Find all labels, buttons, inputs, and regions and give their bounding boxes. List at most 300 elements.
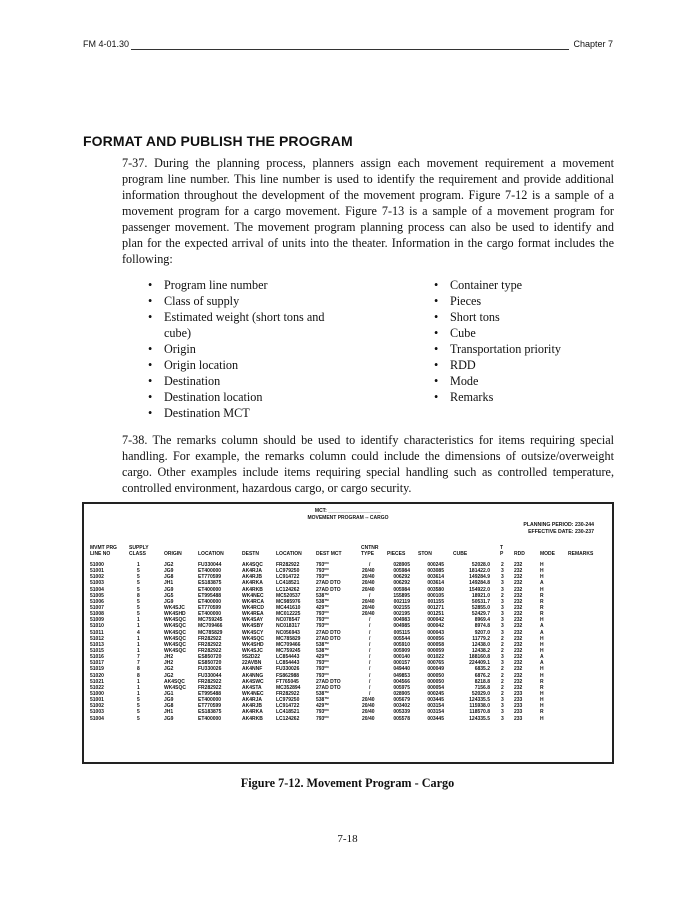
- cell-pieces: 049853: [393, 672, 410, 679]
- cell-tp: 3: [501, 586, 504, 593]
- cell-dloc: LC124262: [276, 715, 300, 722]
- cell-line: 51011: [90, 629, 104, 636]
- cell-dmct: $793^{RO}$: [316, 610, 329, 618]
- cell-tp: 3: [501, 709, 504, 716]
- cell-line: 51007: [90, 604, 104, 611]
- cell-mode: A: [540, 660, 544, 667]
- cell-cntnr: 20/40: [362, 715, 375, 722]
- cell-cube: 181422.0: [469, 568, 490, 575]
- cell-cls: 1: [137, 562, 140, 568]
- cell-destn: WK4NEC: [242, 690, 264, 697]
- cell-origin: JG8: [164, 574, 174, 581]
- cell-dloc: MC759245: [276, 647, 301, 654]
- cell-cube: 149284.8: [469, 580, 490, 587]
- cell-rdd: 232: [514, 617, 523, 624]
- cell-line: 51003: [90, 709, 104, 716]
- cell-pieces: 002195: [393, 611, 410, 618]
- cell-origin: WK4SJC: [164, 604, 185, 611]
- cell-ston: 000245: [427, 690, 444, 697]
- cell-ston: 003580: [427, 586, 444, 593]
- cell-mode: R: [540, 684, 544, 691]
- cell-ston: 000054: [427, 684, 444, 691]
- cell-line: 51004: [90, 715, 104, 722]
- cell-cls: 5: [137, 574, 140, 581]
- cell-destn: 9S2D22: [242, 654, 261, 661]
- cell-dmct: 27AD DTO: [316, 580, 341, 587]
- cell-dmct: 429™: [316, 653, 329, 661]
- cell-origin: JH2: [164, 660, 174, 667]
- cell-tp: 2: [501, 562, 504, 568]
- cell-ston: 000049: [427, 666, 444, 673]
- cell-cube: 115938.0: [469, 703, 490, 710]
- cell-rdd: 232: [514, 562, 523, 568]
- cell-cntnr: /: [369, 660, 371, 667]
- cell-pieces: 005578: [393, 715, 410, 722]
- cell-cls: 5: [137, 703, 140, 710]
- cell-cntnr: /: [369, 641, 371, 648]
- cell-destn: AK4RJA: [242, 568, 263, 575]
- cell-dmct: 429™: [316, 702, 329, 710]
- cell-mode: R: [540, 678, 544, 685]
- cell-destn: WK4SQC: [242, 635, 264, 642]
- cell-cube: 188160.8: [469, 654, 490, 661]
- cell-dloc: MC985976: [276, 598, 301, 605]
- cell-ston: 001022: [427, 654, 444, 661]
- column-header-ston: STON: [418, 551, 432, 557]
- cell-origin: JG2: [164, 562, 174, 568]
- cell-origin: JH2: [164, 654, 174, 661]
- cell-cube: 8218.8: [474, 678, 490, 685]
- cell-line: 51005: [90, 592, 104, 599]
- cell-cls: 1: [137, 641, 140, 648]
- cell-tp: 2: [501, 635, 504, 642]
- cell-ston: 003085: [427, 568, 444, 575]
- cell-cntnr: 20/40: [362, 580, 375, 587]
- cell-mode: R: [540, 709, 544, 716]
- cell-cls: 5: [137, 586, 140, 593]
- cell-dloc: NC078547: [276, 617, 300, 624]
- cell-ston: 003154: [427, 703, 444, 710]
- cell-rdd: 232: [514, 629, 523, 636]
- column-header-origin: ORIGIN: [164, 551, 182, 557]
- cell-cube: 52429.7: [471, 611, 490, 618]
- cell-cube: 124335.5: [469, 697, 490, 704]
- cell-line: 51008: [90, 611, 104, 618]
- cell-cube: 149284.9: [469, 574, 490, 581]
- cell-mode: A: [540, 654, 544, 661]
- table-body: [84, 562, 612, 722]
- cell-cls: 1: [137, 623, 140, 630]
- cell-pieces: 005339: [393, 709, 410, 716]
- cell-cube: 224409.1: [469, 660, 490, 667]
- cell-oloc: ET770599: [198, 604, 222, 611]
- cell-cube: 12438.0: [471, 641, 490, 648]
- cell-destn: AK4RKB: [242, 715, 263, 722]
- bullet-item: • Destination location: [146, 389, 346, 405]
- column-header-mode: MODE: [540, 551, 555, 557]
- cell-cls: 5: [137, 580, 140, 587]
- cell-dmct: 538™: [316, 646, 329, 654]
- cell-dmct: $793^{RO}$: [316, 708, 329, 716]
- bullet-item: • Transportation priority: [432, 341, 612, 357]
- cell-mode: R: [540, 592, 544, 599]
- cell-ston: 000043: [427, 629, 444, 636]
- cell-cube: 6835.2: [474, 666, 490, 673]
- cell-pieces: 002119: [393, 598, 410, 605]
- cell-origin: JG1: [164, 690, 174, 697]
- cell-origin: JG8: [164, 703, 174, 710]
- cell-mode: H: [540, 697, 544, 704]
- cell-dloc: LC979250: [276, 697, 300, 704]
- cell-line: 51003: [90, 580, 104, 587]
- column-header-dmct: DEST MCT: [316, 551, 342, 557]
- cell-line: 51015: [90, 647, 104, 654]
- cell-tp: 3: [501, 703, 504, 710]
- bullet-item: • Destination MCT: [146, 405, 346, 421]
- planning-period: PLANNING PERIOD: 230-244: [523, 522, 594, 528]
- cell-cube: 124335.5: [469, 715, 490, 722]
- cell-dloc: LC854443: [276, 654, 300, 661]
- bullet-list-right: [432, 277, 612, 405]
- cell-destn: AK4RJB: [242, 703, 263, 710]
- cell-cls: 1: [137, 678, 140, 685]
- cell-tp: 3: [501, 623, 504, 630]
- cell-ston: 000056: [427, 635, 444, 642]
- bullet-item: • Container type: [432, 277, 612, 293]
- cell-line: 51002: [90, 703, 104, 710]
- cell-oloc: ET995488: [198, 690, 222, 697]
- cell-dloc: NC056943: [276, 629, 300, 636]
- cell-cntnr: 20/40: [362, 586, 375, 593]
- cell-cls: 5: [137, 697, 140, 704]
- cell-mode: H: [540, 635, 544, 642]
- cell-cntnr: /: [369, 684, 371, 691]
- column-header-destn: DESTN: [242, 551, 259, 557]
- cell-oloc: ES183875: [198, 709, 222, 716]
- cell-cls: 5: [137, 611, 140, 618]
- cell-ston: 000105: [427, 592, 444, 599]
- cell-dloc: MC709466: [276, 641, 301, 648]
- cell-destn: AK4SQC: [242, 562, 263, 568]
- cell-ston: 000058: [427, 641, 444, 648]
- cell-origin: JG2: [164, 672, 174, 679]
- cell-dmct: 538™: [316, 689, 329, 697]
- cell-cntnr: 20/40: [362, 568, 375, 575]
- cell-cntnr: /: [369, 690, 371, 697]
- cell-cls: 1: [137, 647, 140, 654]
- cell-rdd: 232: [514, 666, 523, 673]
- cell-mode: H: [540, 666, 544, 673]
- cell-ston: 000765: [427, 660, 444, 667]
- cell-rdd: 232: [514, 611, 523, 618]
- bullet-item: • Remarks: [432, 389, 612, 405]
- cell-line: 51004: [90, 586, 104, 593]
- cell-rdd: 232: [514, 660, 523, 667]
- cell-cube: 50531.7: [471, 598, 490, 605]
- cell-dloc: FT765045: [276, 678, 299, 685]
- cell-dloc: LC418521: [276, 580, 300, 587]
- cell-dloc: MC520537: [276, 592, 301, 599]
- cell-cube: 7156.8: [474, 684, 490, 691]
- cell-line: 51020: [90, 672, 104, 679]
- bullet-item: • Class of supply: [146, 293, 346, 309]
- cell-pieces: 004985: [393, 623, 410, 630]
- cell-oloc: MC759245: [198, 617, 223, 624]
- cell-cntnr: 20/40: [362, 703, 375, 710]
- cell-line: 51017: [90, 660, 104, 667]
- cell-dloc: MC012225: [276, 611, 301, 618]
- cell-mode: A: [540, 580, 544, 587]
- cell-cls: 1: [137, 617, 140, 624]
- cell-oloc: FU330044: [198, 672, 222, 679]
- cell-tp: 3: [501, 617, 504, 624]
- cell-pieces: 005984: [393, 568, 410, 575]
- cell-origin: JG9: [164, 697, 174, 704]
- cell-destn: AK4NNF: [242, 666, 263, 673]
- cell-cls: 7: [137, 654, 140, 661]
- cell-pieces: 006292: [393, 580, 410, 587]
- cell-oloc: ET400000: [198, 697, 222, 704]
- cell-origin: WK4SQC: [164, 623, 186, 630]
- cell-cntnr: /: [369, 678, 371, 685]
- cell-cube: 11779.2: [472, 635, 490, 642]
- column-header-line: MVMT PRG LINE NO: [90, 545, 117, 557]
- cell-destn: WK4REA: [242, 611, 264, 618]
- cell-tp: 2: [501, 672, 504, 679]
- cell-line: 51012: [90, 635, 104, 642]
- bullet-item: • Origin location: [146, 357, 346, 373]
- cell-mode: H: [540, 690, 544, 697]
- cell-tp: 2: [501, 647, 504, 654]
- bullet-item: • Pieces: [432, 293, 612, 309]
- column-header-cls: SUPPLY CLASS: [129, 545, 149, 557]
- cell-origin: WK4SQC: [164, 629, 186, 636]
- cell-ston: 003445: [427, 697, 444, 704]
- cell-dloc: LC979250: [276, 568, 300, 575]
- cell-dloc: LC914722: [276, 703, 300, 710]
- cell-pieces: 004566: [393, 678, 410, 685]
- cell-oloc: ET770599: [198, 574, 222, 581]
- cell-dloc: MC785829: [276, 635, 301, 642]
- cell-mode: H: [540, 641, 544, 648]
- cell-origin: JG9: [164, 715, 174, 722]
- cell-cntnr: 20/40: [362, 598, 375, 605]
- cell-cntnr: 20/40: [362, 709, 375, 716]
- bullet-item: • Estimated weight (short tons and cube): [146, 309, 346, 341]
- cell-oloc: FU330026: [198, 666, 222, 673]
- cell-oloc: FR282922: [198, 684, 222, 691]
- cell-cls: 8: [137, 592, 140, 599]
- column-header-dloc: LOCATION: [276, 551, 302, 557]
- cell-mode: H: [540, 568, 544, 575]
- figure-title: MOVEMENT PROGRAM -- CARGO: [307, 515, 389, 521]
- cell-dmct: 27AD DTO: [316, 586, 341, 593]
- cell-pieces: 005984: [393, 586, 410, 593]
- cell-ston: 000042: [427, 617, 444, 624]
- cell-oloc: MC785829: [198, 629, 223, 636]
- cell-origin: WK4SQC: [164, 635, 186, 642]
- cell-tp: 3: [501, 654, 504, 661]
- cell-dloc: FU330026: [276, 666, 300, 673]
- cell-pieces: 006292: [393, 574, 410, 581]
- cell-cntnr: /: [369, 654, 371, 661]
- paragraph-7-37: 7-37. During the planning process, planners assign each movement requirement a movement program line number. This line number is used to identify the requirement and provide additional information throughout the development of the movement program. Figure 7-12 is a sample of a movement program for a cargo movement. Figure 7-13 is a sample of a movement program for passenger movement. The movement program planning process can also be used to identify and plan for the expected arrival of units into the theater. Information in the cargo format includes the following:: [122, 156, 614, 266]
- cell-rdd: 232: [514, 623, 523, 630]
- cell-mode: H: [540, 703, 544, 710]
- cell-destn: WK4RCD: [242, 604, 264, 611]
- bullet-item: • Origin: [146, 341, 346, 357]
- cell-rdd: 232: [514, 580, 523, 587]
- cell-oloc: MC709466: [198, 623, 223, 630]
- cell-cls: 4: [137, 629, 140, 636]
- cell-cntnr: /: [369, 672, 371, 679]
- cell-origin: WK4SQC: [164, 641, 186, 648]
- cell-dmct: $793^{RO}$: [316, 659, 329, 667]
- cell-destn: AK4RKA: [242, 709, 263, 716]
- cell-ston: 003614: [427, 580, 444, 587]
- cell-oloc: FR282922: [198, 678, 222, 685]
- cell-line: 51022: [90, 684, 104, 691]
- cell-dloc: LC124262: [276, 586, 300, 593]
- cell-ston: 000050: [427, 672, 444, 679]
- cell-cls: 5: [137, 568, 140, 575]
- cell-mode: H: [540, 586, 544, 593]
- cell-mode: R: [540, 598, 544, 605]
- column-header-rdd: RDD: [514, 551, 525, 557]
- cell-destn: AK4RKA: [242, 580, 263, 587]
- page-number: 7-18: [337, 833, 358, 845]
- cell-cntnr: /: [369, 562, 371, 568]
- cell-line: 51001: [90, 697, 104, 704]
- cell-rdd: 232: [514, 568, 523, 575]
- cell-pieces: 000157: [393, 660, 410, 667]
- cell-cntnr: /: [369, 623, 371, 630]
- effective-date: EFFECTIVE DATE: 230-237: [528, 529, 594, 535]
- cell-line: 51000: [90, 562, 104, 568]
- cell-mode: H: [540, 647, 544, 654]
- cell-ston: 001155: [427, 598, 444, 605]
- cell-dloc: NC018317: [276, 623, 300, 630]
- cell-origin: JG9: [164, 598, 174, 605]
- cell-origin: WK4SQC: [164, 647, 186, 654]
- cell-ston: 000245: [427, 562, 444, 568]
- cell-rdd: 232: [514, 654, 523, 661]
- cell-tp: 3: [501, 629, 504, 636]
- cell-cube: 52029.0: [471, 690, 490, 697]
- cell-destn: WK4SCY: [242, 629, 264, 636]
- header-manual-id: FM 4-01.30: [83, 39, 130, 49]
- cell-line: 51006: [90, 598, 104, 605]
- cell-cntnr: /: [369, 629, 371, 636]
- cell-pieces: 005975: [393, 684, 410, 691]
- cell-rdd: 232: [514, 598, 523, 605]
- cell-oloc: ET400000: [198, 715, 222, 722]
- column-header-remarks: REMARKS: [568, 551, 594, 557]
- paragraph-7-38: 7-38. The remarks column should be used to identify characteristics for items requiring special handling. For example, the remarks column could include the dimensions of outsize/overweight cargo. Other examples include items requiring special handling such as controlled temperature, controlled environment, hazardous cargo, or cargo security.: [122, 433, 614, 495]
- cell-origin: JG9: [164, 568, 174, 575]
- figure-caption: Figure 7-12. Movement Program - Cargo: [240, 776, 455, 790]
- cell-oloc: FR282922: [198, 647, 222, 654]
- cell-cls: 1: [137, 690, 140, 697]
- cell-oloc: ES183875: [198, 580, 222, 587]
- cell-tp: 3: [501, 598, 504, 605]
- cell-line: 51000: [90, 690, 104, 697]
- cell-dmct: 429™: [316, 603, 329, 611]
- cell-mode: H: [540, 715, 544, 722]
- cell-line: 51001: [90, 568, 104, 575]
- cell-tp: 3: [501, 568, 504, 575]
- cell-mode: H: [540, 574, 544, 581]
- cell-dmct: 538™: [316, 696, 329, 704]
- cell-destn: AK4SWC: [242, 678, 264, 685]
- cell-pieces: 155895: [393, 592, 410, 599]
- cell-cube: 9207.0: [474, 629, 490, 636]
- cell-dloc: FR282922: [276, 562, 300, 568]
- cell-destn: WK4SBY: [242, 623, 264, 630]
- cell-origin: JG5: [164, 592, 174, 599]
- cell-oloc: FR282922: [198, 635, 222, 642]
- cell-oloc: ET995488: [198, 592, 222, 599]
- cell-pieces: 049440: [393, 666, 410, 673]
- bullet-list-left: [146, 277, 346, 421]
- cell-dmct: 27AD DTO: [316, 684, 341, 691]
- cell-rdd: 232: [514, 604, 523, 611]
- cell-cntnr: /: [369, 592, 371, 599]
- cell-cls: 7: [137, 660, 140, 667]
- cell-dmct: 538™: [316, 597, 329, 605]
- cell-cube: 118570.8: [469, 709, 490, 716]
- cell-dmct: 27AD DTO: [316, 635, 341, 642]
- cell-tp: 3: [501, 611, 504, 618]
- cell-cube: 52855.0: [471, 604, 490, 611]
- cell-cube: 8974.8: [474, 623, 490, 630]
- cell-tp: 2: [501, 684, 504, 691]
- movement-program-figure: [82, 502, 614, 764]
- cell-rdd: 232: [514, 641, 523, 648]
- cell-origin: WK4SHD: [164, 611, 186, 618]
- cell-pieces: 005115: [393, 629, 410, 636]
- cell-tp: 3: [501, 697, 504, 704]
- cell-destn: AK4RJB: [242, 574, 263, 581]
- cell-ston: 000042: [427, 623, 444, 630]
- bullet-item: • RDD: [432, 357, 612, 373]
- cell-rdd: 232: [514, 684, 523, 691]
- cell-dmct: $793^{RO}$: [316, 671, 329, 679]
- cell-destn: WK4NEC: [242, 592, 264, 599]
- cell-cls: 1: [137, 684, 140, 691]
- cell-rdd: 232: [514, 592, 523, 599]
- cell-rdd: 232: [514, 574, 523, 581]
- cell-dmct: 27AD DTO: [316, 629, 341, 636]
- cell-dmct: $793^{RO}$: [316, 561, 329, 568]
- cell-line: 51010: [90, 623, 104, 630]
- cell-pieces: 005910: [393, 641, 410, 648]
- cell-oloc: FR282922: [198, 641, 222, 648]
- cell-ston: 001251: [427, 611, 444, 618]
- bullet-item: • Short tons: [432, 309, 612, 325]
- cell-tp: 3: [501, 660, 504, 667]
- bullet-item: • Program line number: [146, 277, 346, 293]
- cell-mode: A: [540, 623, 544, 630]
- cell-dloc: LC854443: [276, 660, 300, 667]
- cell-ston: 000059: [427, 647, 444, 654]
- cell-oloc: FU330044: [198, 562, 222, 568]
- cell-dmct: 538™: [316, 640, 329, 648]
- cell-cls: 5: [137, 604, 140, 611]
- cell-origin: AK4SQC: [164, 678, 185, 685]
- cell-rdd: 232: [514, 678, 523, 685]
- cell-line: 51002: [90, 574, 104, 581]
